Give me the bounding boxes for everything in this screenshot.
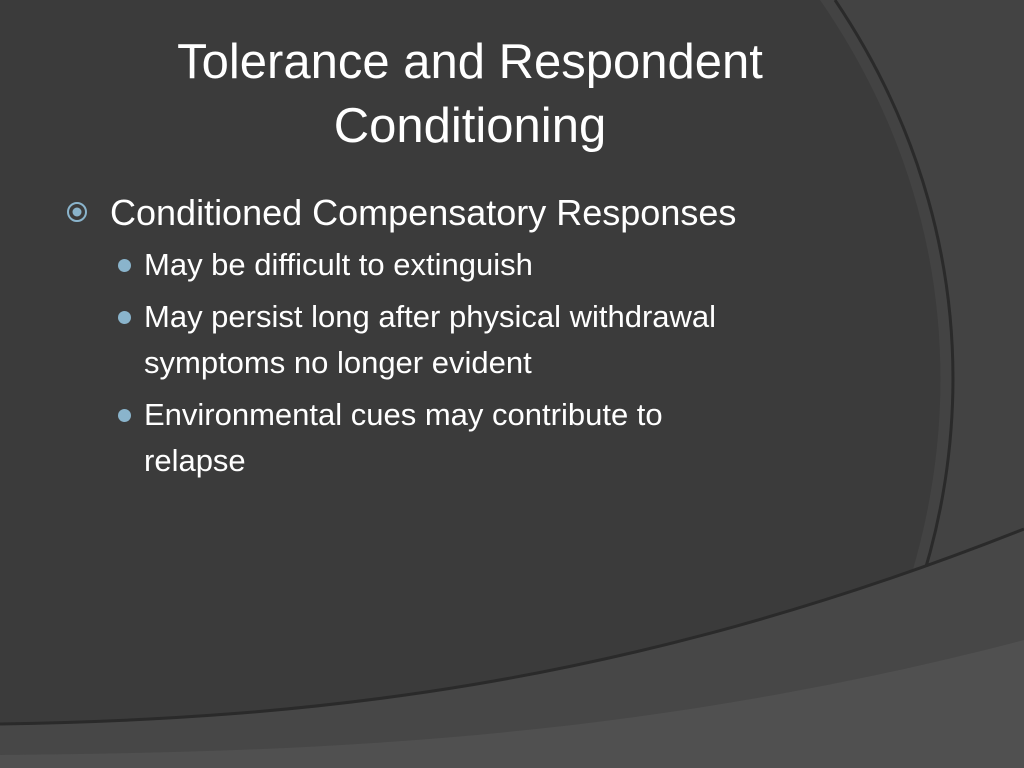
circled-dot-icon — [66, 201, 88, 223]
sub-bullet-text: relapse — [144, 443, 246, 478]
sub-bullet-item — [116, 392, 866, 484]
sub-bullet-text: May persist long after physical withdrawal — [144, 299, 717, 334]
bullet-dot-icon — [118, 409, 131, 422]
sub-bullet-text: May be difficult to extinguish — [144, 247, 533, 282]
sub-bullet-text: symptoms no longer evident — [144, 345, 532, 380]
sub-bullet-item — [116, 294, 866, 386]
main-bullet-item — [66, 188, 866, 238]
slide-title — [60, 30, 880, 158]
title-line: Conditioning — [333, 99, 607, 153]
sub-bullet-list — [66, 242, 866, 484]
slide-body — [66, 188, 866, 490]
bullet-dot-icon — [118, 259, 131, 272]
main-bullet-text: Conditioned Compensatory Responses — [110, 192, 737, 233]
sub-bullet-item — [116, 242, 866, 288]
sub-bullet-text: Environmental cues may contribute to — [144, 397, 663, 432]
title-line: Tolerance and Respondent — [177, 35, 763, 89]
bullet-dot-icon — [118, 311, 131, 324]
